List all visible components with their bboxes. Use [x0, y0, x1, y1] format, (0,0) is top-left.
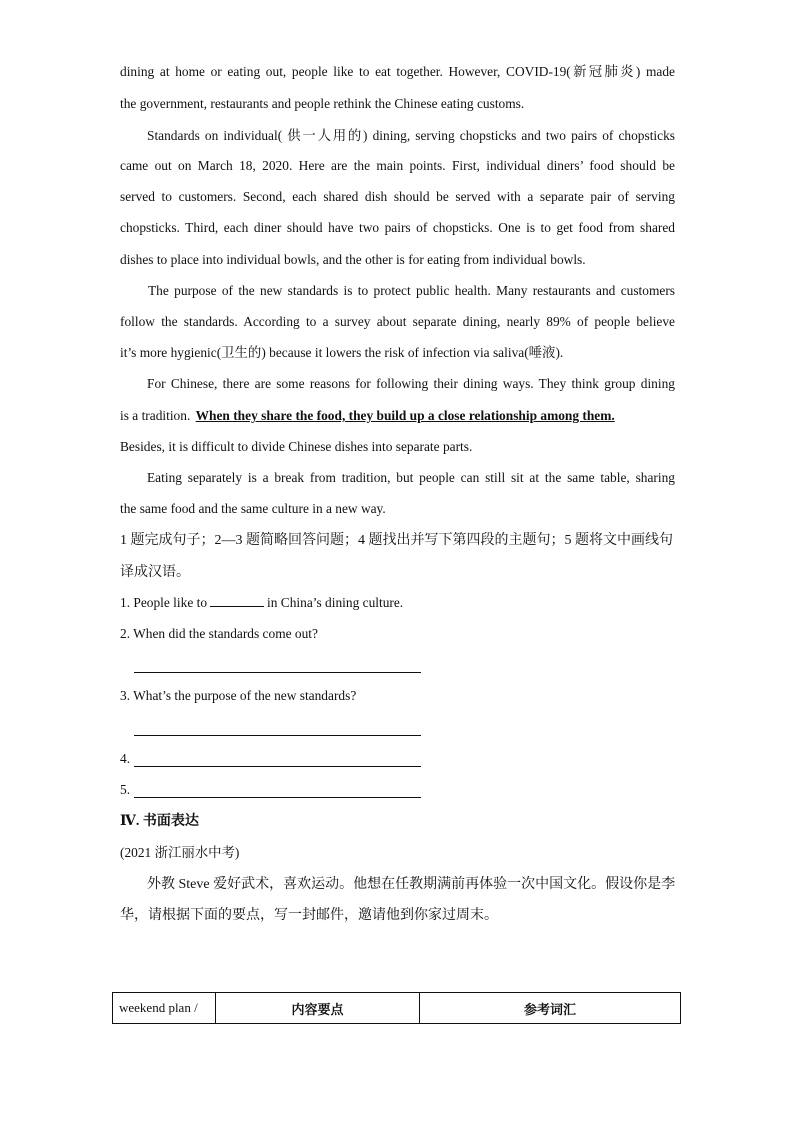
- passage-p2-line1: Standards on individual( 供一人用的) dining, serving chopsticks and two pairs of chopsticks: [147, 128, 675, 143]
- table-header-reference-vocab: 参考词汇: [420, 993, 681, 1024]
- passage-p2-line4: chopsticks. Third, each diner should have two pairs of chopsticks. One is to get food from shared: [120, 220, 675, 235]
- passage-p4-line2-start: is a tradition.: [120, 408, 194, 423]
- passage-p3-line1: The purpose of the new standards is to protect public health. Many restaurants and customers: [148, 283, 675, 298]
- section-heading: Ⅳ. 书面表达: [120, 814, 199, 829]
- table-header-weekend-plan: weekend plan /: [113, 993, 216, 1024]
- passage-p2-line2: came out on March 18, 2020. Here are the main points. First, individual diners’ food should be: [120, 158, 675, 173]
- question-3-answer-line[interactable]: [134, 734, 421, 736]
- question-3: 3. What’s the purpose of the new standards?: [120, 688, 357, 703]
- section-source: (2021 浙江丽水中考): [120, 845, 240, 860]
- passage-p1-line2: the government, restaurants and people rethink the Chinese eating customs.: [120, 96, 525, 111]
- passage-p4-line2: [120, 406, 675, 426]
- table-header-row: [113, 993, 681, 1024]
- passage-p5-line1: Eating separately is a break from tradition, but people can still sit at the same table, sharing: [147, 470, 675, 485]
- passage-p2-line3: served to customers. Second, each shared dish should be served with a separate pair of serving: [120, 189, 675, 204]
- weekend-plan-table: [112, 992, 681, 1024]
- passage-p4-line3: Besides, it is difficult to divide Chinese dishes into separate parts.: [120, 439, 473, 454]
- question-5-answer-line[interactable]: [134, 796, 421, 798]
- passage-p1-line1: dining at home or eating out, people like to eat together. However, COVID-19(新冠肺炎) made: [120, 64, 675, 79]
- question-1-end: in China’s dining culture.: [267, 595, 404, 610]
- passage-p2-line5: dishes to place into individual bowls, and the other is for eating from individual bowls.: [120, 252, 586, 267]
- question-4-answer-line[interactable]: [134, 765, 421, 767]
- question-1-start: 1. People like to: [120, 595, 208, 610]
- question-4-number: 4.: [120, 751, 131, 766]
- instructions-line2: 译成汉语。: [120, 565, 190, 580]
- question-5-number: 5.: [120, 782, 131, 797]
- table-header-content-points: 内容要点: [216, 993, 420, 1024]
- question-2-answer-line[interactable]: [134, 671, 421, 673]
- passage-p5-line2: the same food and the same culture in a new way.: [120, 501, 386, 516]
- question-1-blank[interactable]: [210, 593, 264, 607]
- writing-prompt-line2: 华，请根据下面的要点，写一封邮件，邀请他到你家过周末。: [120, 908, 498, 923]
- writing-prompt-line1: 外教 Steve 爱好武术，喜欢运动。他想在任教期满前再体验一次中国文化。假设你是李: [147, 877, 676, 892]
- question-2: 2. When did the standards come out?: [120, 626, 318, 641]
- passage-p4-line1: For Chinese, there are some reasons for following their dining ways. They think group dining: [147, 376, 675, 391]
- underlined-sentence: When they share the food, they build up a close relationship among them.: [195, 408, 615, 423]
- question-1: [120, 593, 675, 613]
- passage-p3-line3: it’s more hygienic(卫生的) because it lowers the risk of infection via saliva(唾液).: [120, 345, 564, 360]
- passage-p3-line2: follow the standards. According to a survey about separate dining, nearly 89% of people believe: [120, 314, 675, 329]
- instructions-line1: 1 题完成句子；2—3 题简略回答问题；4 题找出并写下第四段的主题句；5 题将文中画线句: [120, 533, 673, 548]
